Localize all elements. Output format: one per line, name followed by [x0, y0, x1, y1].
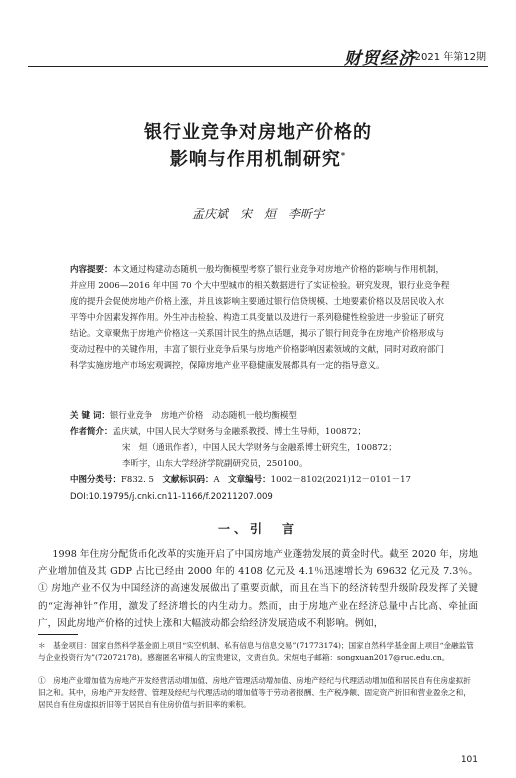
- issue-label: 2021 年第12期: [414, 52, 486, 63]
- article-number-value: 1002－8102(2021)12－0101－17: [270, 475, 411, 485]
- journal-name: 财贸经济: [344, 49, 416, 69]
- author-info-label: 作者简介：: [70, 427, 113, 437]
- doi: DOI:10.19795/j.cnki.cn11-1166/f.20211207.009: [70, 492, 273, 502]
- article-title-line-2: [0, 145, 516, 171]
- section-title: 一、引 言: [217, 522, 298, 536]
- abstract-text: 本文通过构建动态随机一般均衡模型考察了银行业竞争对房地产价格的影响与作用机制，并应用 2006—2016 年中国 70 个大中型城市的相关数据进行了实证检验。研究发现，银行业竞争程度的提升会促使房地产价格上涨，并且该影响主要通过银行信贷规模、土地要素价格以及居民收入水平等中介因素发挥作用。外生冲击检验、构造工具变量以及进行一系列稳健性检验进一步验证了研究结论。文章聚焦于房地产价格这一关系国计民生的热点话题，揭示了银行间竞争在房地产价格形成与变动过程中的关键作用，丰富了银行业竞争后果与房地产价格影响因素领域的文献，同时对政府部门科学实施房地产市场宏观调控，保障房地产业平稳健康发展都具有一定的指导意义。: [70, 265, 450, 371]
- article-title-line-2-text: 影响与作用机制研究: [169, 149, 341, 170]
- author-info: [70, 424, 450, 472]
- keywords-text: 银行业竞争 房地产价格 动态随机一般均衡模型: [109, 411, 297, 421]
- author-info-line-1: 孟庆斌，中国人民大学财务与金融系教授、博士生导师，100872；: [112, 427, 366, 437]
- author-info-line-2: 宋 烜（通讯作者），中国人民大学财务与金融系博士研究生，100872；: [122, 443, 397, 453]
- footnote-rule: [38, 634, 78, 635]
- header-rule: [28, 66, 488, 67]
- author-info-line-3: 李昕宇，山东大学经济学院副研究员，250100。: [122, 459, 308, 469]
- keywords: [70, 408, 450, 424]
- abstract: [70, 262, 450, 374]
- page-header: [0, 44, 516, 69]
- author-list: 孟庆斌 宋 烜 李昕宇: [191, 207, 324, 221]
- keywords-label: 关 键 词：: [70, 411, 110, 421]
- clc-value: F832. 5: [121, 475, 154, 485]
- article-number-label: 文章编号：: [228, 475, 271, 485]
- classification: [70, 472, 450, 488]
- page-number: 101: [460, 755, 478, 765]
- footnote-1: ① 房地产业增加值为房地产开发经营活动增加值、房地产管理活动增加值、房地产经纪与代理活动增加值和居民自有住房虚拟折旧之和。其中，房地产开发经营、管理及经纪与代理活动的增加值等于劳动者报酬、生产税净额、固定资产折旧和营业盈余之和，居民自有住房虚拟折旧等于居民自有住房价值与折旧率的乘积。: [38, 676, 471, 709]
- clc-label: 中图分类号：: [70, 475, 122, 485]
- body-paragraph: 1998 年住房分配货币化改革的实施开启了中国房地产业蓬勃发展的黄金时代。截至 2020 年，房地产业增加值及其 GDP 占比已经由 2000 年的 4108 亿元及 4.1％迅速增长为 69632 亿元及 7.3％。① 房地产业不仅为中国经济的高速发展做出了重要贡献，而且在当下的经济转型升级阶段发挥了关键的“定海神针”作用，激发了经济增长的内生动力。然而，由于房地产业在经济总量中占比高、牵扯面广，因此房地产价格的过快上涨和大幅波动都会给经济发展造成不利影响。例如，: [38, 549, 478, 629]
- abstract-label: 内容提要：: [70, 265, 113, 275]
- footnote-funding: ＊ 基金项目：国家自然科学基金面上项目“实空机制、私有信息与信息交易”(71773174)；国家自然科学基金面上项目“金融监管与企业投资行为”(72072178)。感谢匿名审稿人的宝贵建议，文责自负。宋烜电子邮箱：songxuan2017@ruc.edu.cn。: [38, 641, 474, 662]
- doc-code-value: A: [213, 475, 220, 485]
- article-title-line-1: 银行业竞争对房地产价格的: [144, 122, 372, 143]
- doc-code-label: 文献标识码：: [162, 475, 214, 485]
- title-footnote-mark: *: [340, 150, 347, 160]
